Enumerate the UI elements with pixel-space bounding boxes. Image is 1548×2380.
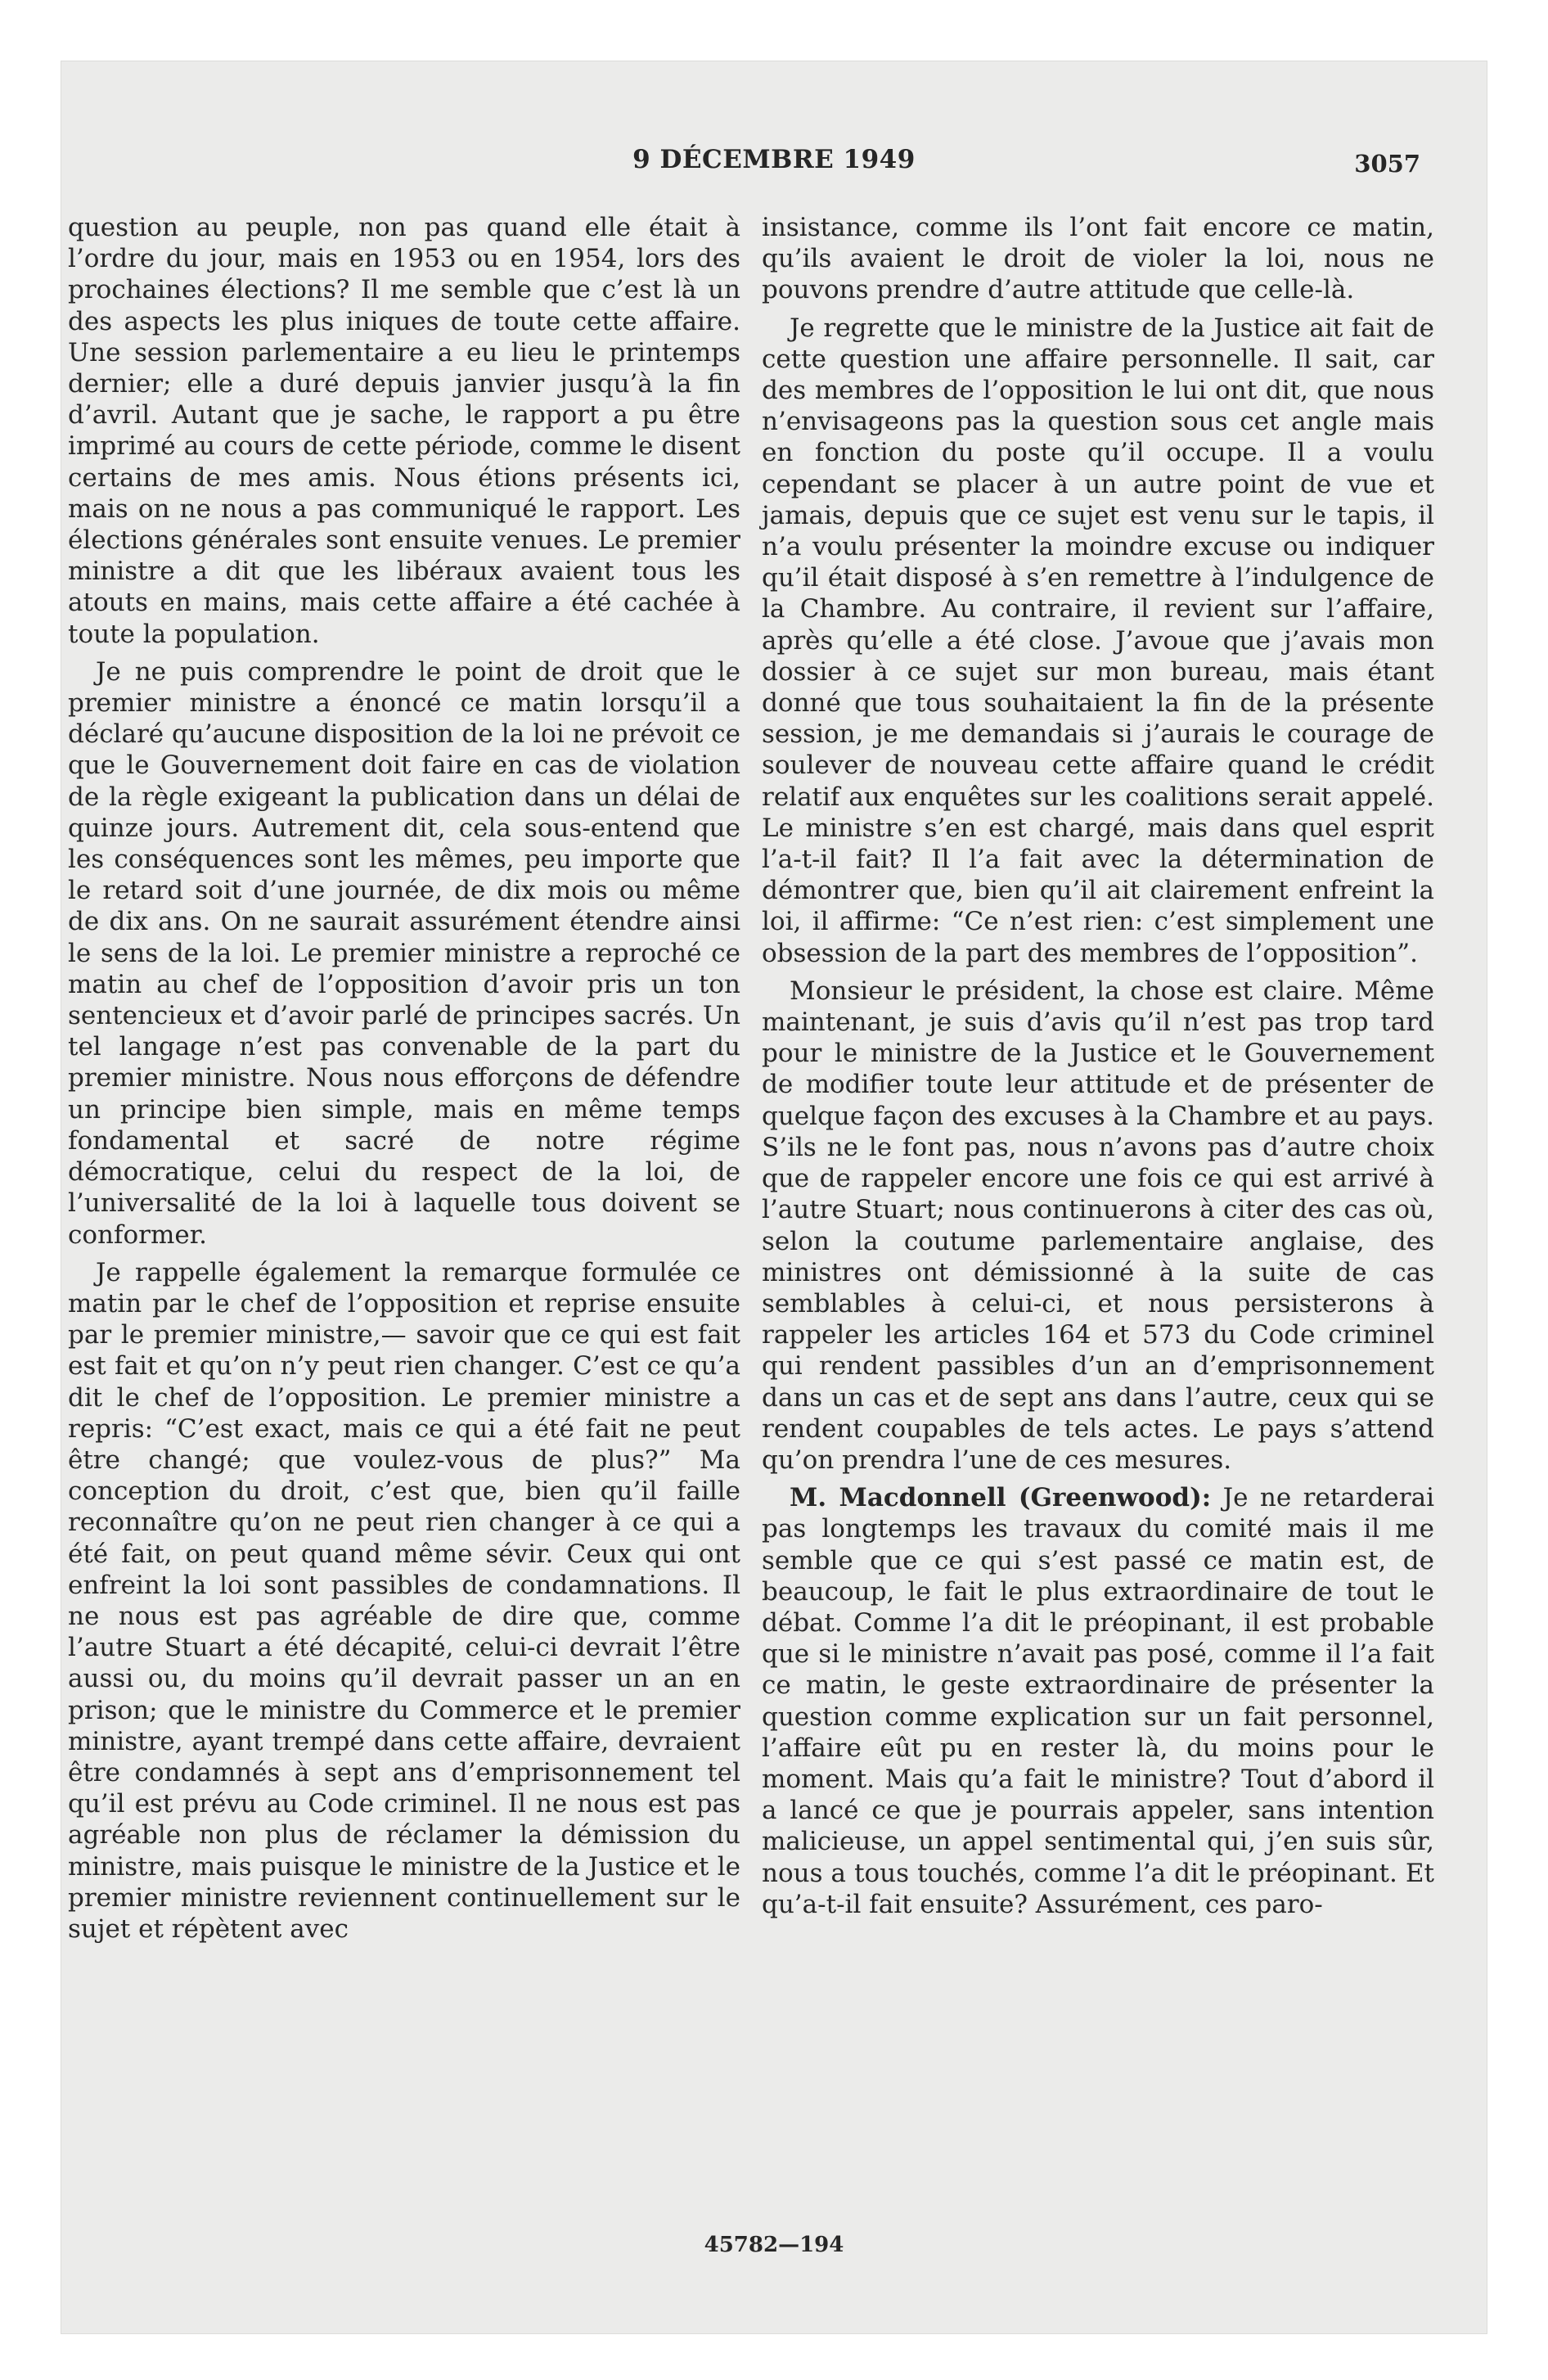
- page-header: [61, 145, 1487, 194]
- left-column: [68, 212, 740, 1951]
- speaker-name: M. Macdonnell (Greenwood):: [790, 1483, 1212, 1513]
- right-column: [762, 212, 1434, 1927]
- paragraph: Je regrette que le ministre de la Justice ait fait de cette question une affaire personnelle. Il sait, car des membres de l’opposition le lui ont dit, que nous n’envisageons pas la question sous cet angle mais en fonction du poste qu’il occupe. Il a voulu cependant se placer à un autre point de vue et jamais, depuis que ce sujet est venu sur le tapis, il n’a voulu présenter la moindre excuse ou indiquer qu’il était disposé à s’en remettre à l’indulgence de la Chambre. Au contraire, il revient sur l’affaire, après qu’elle a été close. J’avoue que j’avais mon dossier à ce sujet sur mon bureau, mais étant donné que tous souhaitaient la fin de la présente session, je me demandais si j’aurais le courage de soulever de nouveau cette affaire quand le crédit relatif aux enquêtes sur les coalitions serait appelé. Le ministre s’en est chargé, mais dans quel esprit l’a-t-il fait? Il l’a fait avec la détermination de démontrer que, bien qu’il ait clairement enfreint la loi, il affirme: “Ce n’est rien: c’est simplement une obsession de la part des membres de l’opposition”.: [762, 313, 1434, 968]
- speech-paragraph: [762, 1482, 1434, 1920]
- paragraph: Je ne puis comprendre le point de droit que le premier ministre a énoncé ce matin lorsqu’il a déclaré qu’aucune disposition de la loi ne prévoit ce que le Gouvernement doit faire en cas de violation de la règle exigeant la publication dans un délai de quinze jours. Autrement dit, cela sous-entend que les conséquences sont les mêmes, peu importe que le retard soit d’une journée, de dix mois ou même de dix ans. On ne saurait assurément étendre ainsi le sens de la loi. Le premier ministre a reproché ce matin au chef de l’opposition d’avoir pris un ton sentencieux et d’avoir parlé de principes sacrés. Un tel langage n’est pas convenable de la part du premier ministre. Nous nous efforçons de défendre un principe bien simple, mais en même temps fondamental et sacré de notre régime démocratique, celui du respect de la loi, de l’universalité de la loi à laquelle tous doivent se conformer.: [68, 656, 740, 1250]
- paragraph: Monsieur le président, la chose est claire. Même maintenant, je suis d’avis qu’il n’est pas trop tard pour le ministre de la Justice et le Gouvernement de modifier toute leur attitude et de présenter de quelque façon des excuses à la Chambre et au pays. S’ils ne le font pas, nous n’avons pas d’autre choix que de rappeler encore une fois ce qui est arrivé à l’autre Stuart; nous continuerons à citer des cas où, selon la coutume parlementaire anglaise, des ministres ont démissionné à la suite de cas semblables à celui-ci, et nous persisterons à rappeler les articles 164 et 573 du Code criminel qui rendent passibles d’un an d’emprisonnement dans un cas et de sept ans dans l’autre, ceux qui se rendent coupables de tels actes. Le pays s’attend qu’on prendra l’une de ces mesures.: [762, 976, 1434, 1475]
- document-page: [61, 61, 1487, 2334]
- paragraph: question au peuple, non pas quand elle était à l’ordre du jour, mais en 1953 ou en 1954, lors des prochaines élections? Il me semble que c’est là un des aspects les plus iniques de toute cette affaire. Une session parlementaire a eu lieu le printemps dernier; elle a duré depuis janvier jusqu’à la fin d’avril. Autant que je sache, le rapport a pu être imprimé au cours de cette période, comme le disent certains de mes amis. Nous étions présents ici, mais on ne nous a pas communiqué le rapport. Les élections générales sont ensuite venues. Le premier ministre a dit que les libéraux avaient tous les atouts en mains, mais cette affaire a été cachée à toute la population.: [68, 213, 740, 649]
- speech-text: Je ne retarderai pas longtemps les travaux du comité mais il me semble que ce qui s’est passé ce matin est, de beaucoup, le fait le plus extraordinaire de tout le débat. Comme l’a dit le préopinant, il est probable que si le ministre n’avait pas posé, comme il l’a fait ce matin, le geste extraordinaire de présenter la question comme explication sur un fait personnel, l’affaire eût pu en rester là, du moins pour le moment. Mais qu’a fait le ministre? Tout d’abord il a lancé ce que je pourrais appeler, sans intention malicieuse, un appel sentimental qui, j’en suis sûr, nous a tous touchés, comme l’a dit le préopinant. Et qu’a-t-il fait ensuite? Assurément, ces paro-: [762, 1483, 1434, 1919]
- printer-signature: 45782—194: [704, 2233, 844, 2257]
- header-date: 9 DÉCEMBRE 1949: [632, 145, 916, 174]
- page-number: 3057: [1354, 150, 1420, 178]
- paragraph: Je rappelle également la remarque formulée ce matin par le chef de l’opposition et reprise ensuite par le premier ministre,— savoir que ce qui est fait est fait et qu’on n’y peut rien changer. C’est ce qu’a dit le chef de l’opposition. Le premier ministre a repris: “C’est exact, mais ce qui a été fait ne peut être changé; que voulez-vous de plus?” Ma conception du droit, c’est que, bien qu’il faille reconnaître qu’on ne peut rien changer à ce qui a été fait, on peut quand même sévir. Ceux qui ont enfreint la loi sont passibles de condamnations. Il ne nous est pas agréable de dire que, comme l’autre Stuart a été décapité, celui-ci devrait l’être aussi ou, du moins qu’il devrait passer un an en prison; que le ministre du Commerce et le premier ministre, ayant trempé dans cette affaire, devraient être condamnés à sept ans d’emprisonnement tel qu’il est prévu au Code criminel. Il ne nous est pas agréable non plus de réclamer la démission du ministre, mais puisque le ministre de la Justice et le premier ministre reviennent continuellement sur le sujet et répètent avec: [68, 1257, 740, 1944]
- paragraph: insistance, comme ils l’ont fait encore ce matin, qu’ils avaient le droit de violer la loi, nous ne pouvons prendre d’autre attitude que celle-là.: [762, 213, 1434, 305]
